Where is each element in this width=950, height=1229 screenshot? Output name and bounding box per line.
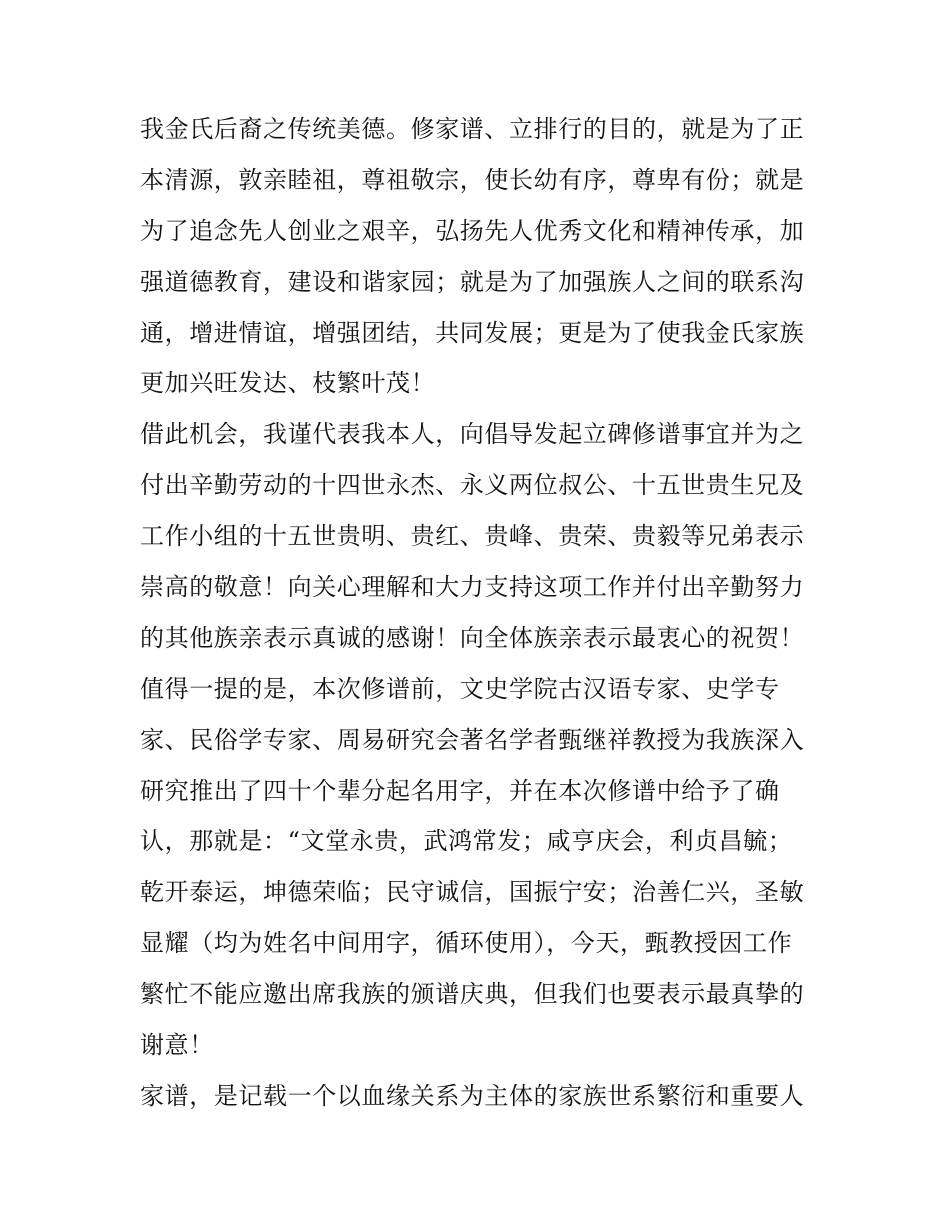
- text-line: 的其他族亲表示真诚的感谢！向全体族亲表示最衷心的祝贺！: [140, 623, 805, 652]
- text-line: 崇高的敬意！向关心理解和大力支持这项工作并付出辛勤努力: [140, 573, 805, 602]
- text-line: 付出辛勤劳动的十四世永杰、永义两位叔公、十五世贵生兄及: [140, 471, 805, 500]
- text-line: 借此机会，我谨代表我本人，向倡导发起立碑修谱事宜并为之: [140, 420, 805, 449]
- text-line: 研究推出了四十个辈分起名用字，并在本次修谱中给予了确: [140, 776, 780, 805]
- text-line: 为了追念先人创业之艰辛，弘扬先人优秀文化和精神传承，加: [140, 216, 805, 245]
- text-line: 强道德教育，建设和谐家园；就是为了加强族人之间的联系沟: [140, 267, 805, 296]
- text-line: 繁忙不能应邀出席我族的颁谱庆典，但我们也要表示最真挚的: [140, 980, 805, 1009]
- text-line: 值得一提的是，本次修谱前，文史学院古汉语专家、史学专: [140, 674, 780, 703]
- text-line: 认，那就是：“文堂永贵，武鸿常发；咸亨庆会，利贞昌毓；: [140, 827, 793, 856]
- text-line: 我金氏后裔之传统美德。修家谱、立排行的目的，就是为了正: [140, 115, 805, 143]
- text-line: 更加兴旺发达、枝繁叶茂！: [140, 369, 436, 398]
- text-line: 显耀（均为姓名中间用字，循环使用），今天，甄教授因工作: [140, 929, 793, 958]
- body-text: [140, 104, 820, 1122]
- text-line: 通，增进情谊，增强团结，共同发展；更是为了使我金氏家族: [140, 318, 805, 347]
- text-line: 工作小组的十五世贵明、贵红、贵峰、贵荣、贵毅等兄弟表示: [140, 522, 805, 551]
- text-line: 家谱，是记载一个以血缘关系为主体的家族世系繁衍和重要人: [140, 1081, 805, 1110]
- text-line: 家、民俗学专家、周易研究会著名学者甄继祥教授为我族深入: [140, 725, 805, 754]
- text-line: 乾开泰运，坤德荣临；民守诚信，国振宁安；治善仁兴，圣敏: [140, 878, 805, 907]
- text-line: 本清源，敦亲睦祖，尊祖敬宗，使长幼有序，尊卑有份；就是: [140, 165, 805, 194]
- text-line: 谢意！: [140, 1031, 214, 1060]
